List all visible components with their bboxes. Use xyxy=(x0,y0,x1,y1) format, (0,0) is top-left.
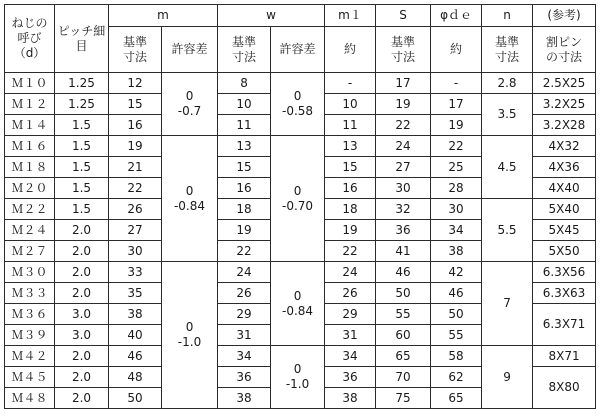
cell-m-tolerance: 0 -0.7 xyxy=(162,73,218,136)
cell-thread-size: Ｍ３９ xyxy=(5,325,55,346)
cell-split-pin: 8X80 xyxy=(533,367,596,409)
cell-m1: 13 xyxy=(325,136,376,157)
header-reference: (参考) xyxy=(533,5,596,27)
cell-w-std: 16 xyxy=(218,178,271,199)
cell-n-std: 2.8 xyxy=(482,73,533,94)
cell-w-std: 22 xyxy=(218,241,271,262)
cell-w-std: 38 xyxy=(218,388,271,409)
cell-s: 27 xyxy=(376,157,431,178)
cell-w-tolerance: 0 -0.70 xyxy=(271,136,325,262)
cell-w-tolerance: 0 -1.0 xyxy=(271,346,325,409)
cell-thread-size: Ｍ１８ xyxy=(5,157,55,178)
header-m-tol: 許容差 xyxy=(162,27,218,73)
cell-n-std: 7 xyxy=(482,262,533,346)
cell-thread-size: Ｍ２７ xyxy=(5,241,55,262)
cell-s: 60 xyxy=(376,325,431,346)
cell-phi-de: 62 xyxy=(431,367,482,388)
header-n: n xyxy=(482,5,533,27)
cell-split-pin: 5X45 xyxy=(533,220,596,241)
cell-split-pin: 3.2X25 xyxy=(533,94,596,115)
cell-pitch: 1.5 xyxy=(55,115,109,136)
cell-split-pin: 4X40 xyxy=(533,178,596,199)
cell-pitch: 1.25 xyxy=(55,73,109,94)
header-w: w xyxy=(218,5,325,27)
cell-thread-size: Ｍ１２ xyxy=(5,94,55,115)
cell-phi-de: 30 xyxy=(431,199,482,220)
cell-split-pin: 6.3X71 xyxy=(533,304,596,346)
cell-m-std: 38 xyxy=(109,304,162,325)
cell-pitch: 1.5 xyxy=(55,178,109,199)
cell-s: 24 xyxy=(376,136,431,157)
cell-m-std: 27 xyxy=(109,220,162,241)
cell-m1: 29 xyxy=(325,304,376,325)
cell-thread-size: Ｍ１０ xyxy=(5,73,55,94)
cell-s: 75 xyxy=(376,388,431,409)
cell-w-std: 19 xyxy=(218,220,271,241)
cell-phi-de: 28 xyxy=(431,178,482,199)
cell-w-std: 26 xyxy=(218,283,271,304)
cell-n-std: 4.5 xyxy=(482,136,533,199)
cell-m-std: 40 xyxy=(109,325,162,346)
cell-pitch: 2.0 xyxy=(55,283,109,304)
cell-phi-de: 22 xyxy=(431,136,482,157)
spec-table-wrapper xyxy=(4,4,595,415)
header-s-std: 基準 寸法 xyxy=(376,27,431,73)
cell-s: 17 xyxy=(376,73,431,94)
cell-m1: 15 xyxy=(325,157,376,178)
cell-m1: 24 xyxy=(325,262,376,283)
cell-pitch: 3.0 xyxy=(55,325,109,346)
cell-s: 32 xyxy=(376,199,431,220)
cell-split-pin: 3.2X28 xyxy=(533,115,596,136)
cell-m-std: 30 xyxy=(109,241,162,262)
cell-phi-de: 19 xyxy=(431,115,482,136)
cell-m1: 19 xyxy=(325,220,376,241)
cell-pitch: 2.0 xyxy=(55,346,109,367)
table-row xyxy=(5,136,596,157)
cell-phi-de: 34 xyxy=(431,220,482,241)
cell-m1: 26 xyxy=(325,283,376,304)
header-w-tol: 許容差 xyxy=(271,27,325,73)
cell-pitch: 2.0 xyxy=(55,220,109,241)
cell-phi-de: 46 xyxy=(431,283,482,304)
cell-split-pin: 4X32 xyxy=(533,136,596,157)
cell-pitch: 2.0 xyxy=(55,367,109,388)
cell-phi-de: - xyxy=(431,73,482,94)
cell-thread-size: Ｍ２０ xyxy=(5,178,55,199)
cell-thread-size: Ｍ４２ xyxy=(5,346,55,367)
cell-m-std: 33 xyxy=(109,262,162,283)
cell-m1: 36 xyxy=(325,367,376,388)
cell-s: 19 xyxy=(376,94,431,115)
cell-s: 46 xyxy=(376,262,431,283)
cell-m1: - xyxy=(325,73,376,94)
cell-pitch: 1.5 xyxy=(55,136,109,157)
cell-w-std: 11 xyxy=(218,115,271,136)
cell-split-pin: 5X50 xyxy=(533,241,596,262)
cell-m-std: 19 xyxy=(109,136,162,157)
cell-n-std: 5.5 xyxy=(482,199,533,262)
cell-m1: 38 xyxy=(325,388,376,409)
cell-m-std: 35 xyxy=(109,283,162,304)
cell-w-std: 10 xyxy=(218,94,271,115)
header-thread-size: ねじの 呼び （d） xyxy=(5,5,55,73)
cell-m-std: 26 xyxy=(109,199,162,220)
cell-split-pin: 8X71 xyxy=(533,346,596,367)
cell-split-pin: 2.5X25 xyxy=(533,73,596,94)
cell-thread-size: Ｍ４５ xyxy=(5,367,55,388)
cell-pitch: 2.0 xyxy=(55,262,109,283)
cell-phi-de: 58 xyxy=(431,346,482,367)
cell-s: 36 xyxy=(376,220,431,241)
cell-phi-de: 50 xyxy=(431,304,482,325)
cell-m-std: 46 xyxy=(109,346,162,367)
header-m: m xyxy=(109,5,218,27)
cell-pitch: 2.0 xyxy=(55,388,109,409)
cell-w-std: 18 xyxy=(218,199,271,220)
cell-m-tolerance: 0 -1.0 xyxy=(162,262,218,409)
cell-pitch: 1.25 xyxy=(55,94,109,115)
cell-phi-de: 42 xyxy=(431,262,482,283)
cell-w-tolerance: 0 -0.58 xyxy=(271,73,325,136)
cell-w-tolerance: 0 -0.84 xyxy=(271,262,325,346)
cell-phi-de: 65 xyxy=(431,388,482,409)
cell-w-std: 29 xyxy=(218,304,271,325)
cell-w-std: 31 xyxy=(218,325,271,346)
header-split-pin: 割ピン の寸法 xyxy=(533,27,596,73)
cell-pitch: 3.0 xyxy=(55,304,109,325)
cell-w-std: 34 xyxy=(218,346,271,367)
cell-m-std: 48 xyxy=(109,367,162,388)
header-pitch: ピッチ細 目 xyxy=(55,5,109,73)
cell-m1: 22 xyxy=(325,241,376,262)
cell-thread-size: Ｍ３０ xyxy=(5,262,55,283)
cell-m1: 11 xyxy=(325,115,376,136)
header-m1: m１ xyxy=(325,5,376,27)
header-m-std: 基準 寸法 xyxy=(109,27,162,73)
cell-s: 70 xyxy=(376,367,431,388)
cell-m-std: 21 xyxy=(109,157,162,178)
cell-m1: 18 xyxy=(325,199,376,220)
header-phi-de: φｄｅ xyxy=(431,5,482,27)
cell-thread-size: Ｍ４８ xyxy=(5,388,55,409)
cell-s: 22 xyxy=(376,115,431,136)
cell-phi-de: 55 xyxy=(431,325,482,346)
cell-split-pin: 5X40 xyxy=(533,199,596,220)
cell-split-pin: 4X36 xyxy=(533,157,596,178)
cell-split-pin: 6.3X63 xyxy=(533,283,596,304)
cell-w-std: 8 xyxy=(218,73,271,94)
cell-m-tolerance: 0 -0.84 xyxy=(162,136,218,262)
table-row xyxy=(5,73,596,94)
cell-pitch: 2.0 xyxy=(55,241,109,262)
cell-thread-size: Ｍ３６ xyxy=(5,304,55,325)
cell-n-std: 3.5 xyxy=(482,94,533,136)
nut-dimension-table xyxy=(4,4,596,409)
cell-s: 41 xyxy=(376,241,431,262)
cell-w-std: 24 xyxy=(218,262,271,283)
cell-m1: 10 xyxy=(325,94,376,115)
cell-pitch: 1.5 xyxy=(55,199,109,220)
table-body xyxy=(5,73,596,409)
header-de-approx: 約 xyxy=(431,27,482,73)
cell-w-std: 13 xyxy=(218,136,271,157)
cell-phi-de: 25 xyxy=(431,157,482,178)
cell-m-std: 16 xyxy=(109,115,162,136)
cell-thread-size: Ｍ３３ xyxy=(5,283,55,304)
table-row xyxy=(5,346,596,367)
cell-thread-size: Ｍ１６ xyxy=(5,136,55,157)
cell-thread-size: Ｍ２２ xyxy=(5,199,55,220)
cell-m-std: 15 xyxy=(109,94,162,115)
header-m1-approx: 約 xyxy=(325,27,376,73)
header-s: S xyxy=(376,5,431,27)
cell-s: 65 xyxy=(376,346,431,367)
cell-phi-de: 38 xyxy=(431,241,482,262)
cell-split-pin: 6.3X56 xyxy=(533,262,596,283)
table-row xyxy=(5,262,596,283)
cell-m1: 16 xyxy=(325,178,376,199)
cell-thread-size: Ｍ２４ xyxy=(5,220,55,241)
cell-s: 30 xyxy=(376,178,431,199)
cell-m-std: 12 xyxy=(109,73,162,94)
cell-s: 50 xyxy=(376,283,431,304)
cell-m-std: 50 xyxy=(109,388,162,409)
cell-s: 55 xyxy=(376,304,431,325)
cell-m1: 31 xyxy=(325,325,376,346)
cell-m-std: 22 xyxy=(109,178,162,199)
cell-pitch: 1.5 xyxy=(55,157,109,178)
header-w-std: 基準 寸法 xyxy=(218,27,271,73)
cell-m1: 34 xyxy=(325,346,376,367)
cell-phi-de: 17 xyxy=(431,94,482,115)
cell-w-std: 15 xyxy=(218,157,271,178)
cell-n-std: 9 xyxy=(482,346,533,409)
header-n-std: 基準 寸法 xyxy=(482,27,533,73)
cell-thread-size: Ｍ１４ xyxy=(5,115,55,136)
cell-w-std: 36 xyxy=(218,367,271,388)
